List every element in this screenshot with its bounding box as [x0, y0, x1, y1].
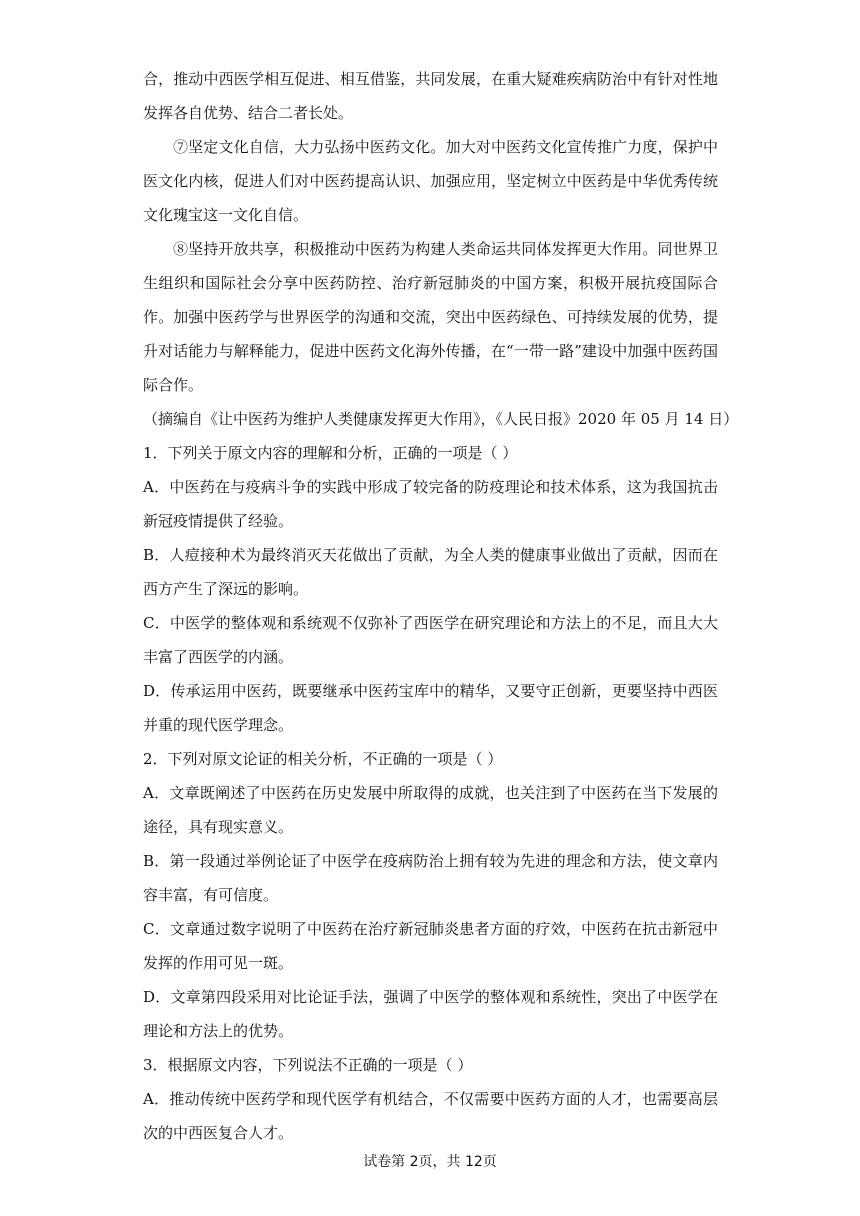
option-b: B．人痘接种术为最终消灭天花做出了贡献，为全人类的健康事业做出了贡献，因而在西方产生了深远的影响。: [143, 546, 718, 598]
question-1: [143, 436, 718, 742]
question-stem: 1．下列关于原文内容的理解和分析，正确的一项是（ ）: [143, 444, 518, 462]
option-d: D．文章第四段采用对比论证手法，强调了中医学的整体观和系统性，突出了中医学在理论和方法上的优势。: [143, 988, 718, 1040]
option-a: A．推动传统中医药学和现代医学有机结合，不仅需要中医药方面的人才，也需要高层次的中西医复合人才。: [143, 1090, 718, 1142]
question-stem: 2．下列对原文论证的相关分析，不正确的一项是（ ）: [143, 750, 503, 768]
article-paragraph-6-end: 合，推动中西医学相互促进、相互借鉴，共同发展，在重大疑难疾病防治中有针对性地发挥各自优势、结合二者长处。: [143, 70, 718, 122]
option-a: A．中医药在与疫病斗争的实践中形成了较完备的防疫理论和技术体系，这为我国抗击新冠疫情提供了经验。: [143, 478, 718, 530]
article-paragraph-7: ⑦坚定文化自信，大力弘扬中医药文化。加大对中医药文化宣传推广力度，保护中医文化内核，促进人们对中医药提高认识、加强应用，坚定树立中医药是中华优秀传统文化瑰宝这一文化自信。: [143, 138, 718, 224]
question-2: [143, 742, 718, 1048]
article-source: （摘编自《让中医药为维护人类健康发挥更大作用》，《人民日报》2020 年 05 月 14 日）: [143, 410, 739, 428]
option-c: C．文章通过数字说明了中医药在治疗新冠肺炎患者方面的疗效，中医药在抗击新冠中发挥的作用可见一斑。: [143, 920, 718, 972]
article-paragraph-8: ⑧坚持开放共享，积极推动中医药为构建人类命运共同体发挥更大作用。同世界卫生组织和国际社会分享中医药防控、治疗新冠肺炎的中国方案，积极开展抗疫国际合作。加强中医药学与世界医学的沟通和交流，突出中医药绿色、可持续发展的优势，提升对话能力与解释能力，促进中医药文化海外传播，在“一带一路”建设中加强中医药国际合作。: [143, 240, 718, 394]
question-stem: 3．根据原文内容，下列说法不正确的一项是（ ）: [143, 1056, 473, 1074]
page-footer: 试卷第 2页，共 12页: [363, 1154, 497, 1170]
option-c: C．中医学的整体观和系统观不仅弥补了西医学在研究理论和方法上的不足，而且大大丰富了西医学的内涵。: [143, 614, 718, 666]
question-3: [143, 1048, 718, 1150]
option-a: A．文章既阐述了中医药在历史发展中所取得的成就，也关注到了中医药在当下发展的途径，具有现实意义。: [143, 784, 718, 836]
option-b: B．第一段通过举例论证了中医学在疫病防治上拥有较为先进的理念和方法，使文章内容丰富，有可信度。: [143, 852, 718, 904]
option-d: D．传承运用中医药，既要继承中医药宝库中的精华，又要守正创新，更要坚持中西医并重的现代医学理念。: [143, 682, 718, 734]
page-content: [143, 62, 739, 1150]
